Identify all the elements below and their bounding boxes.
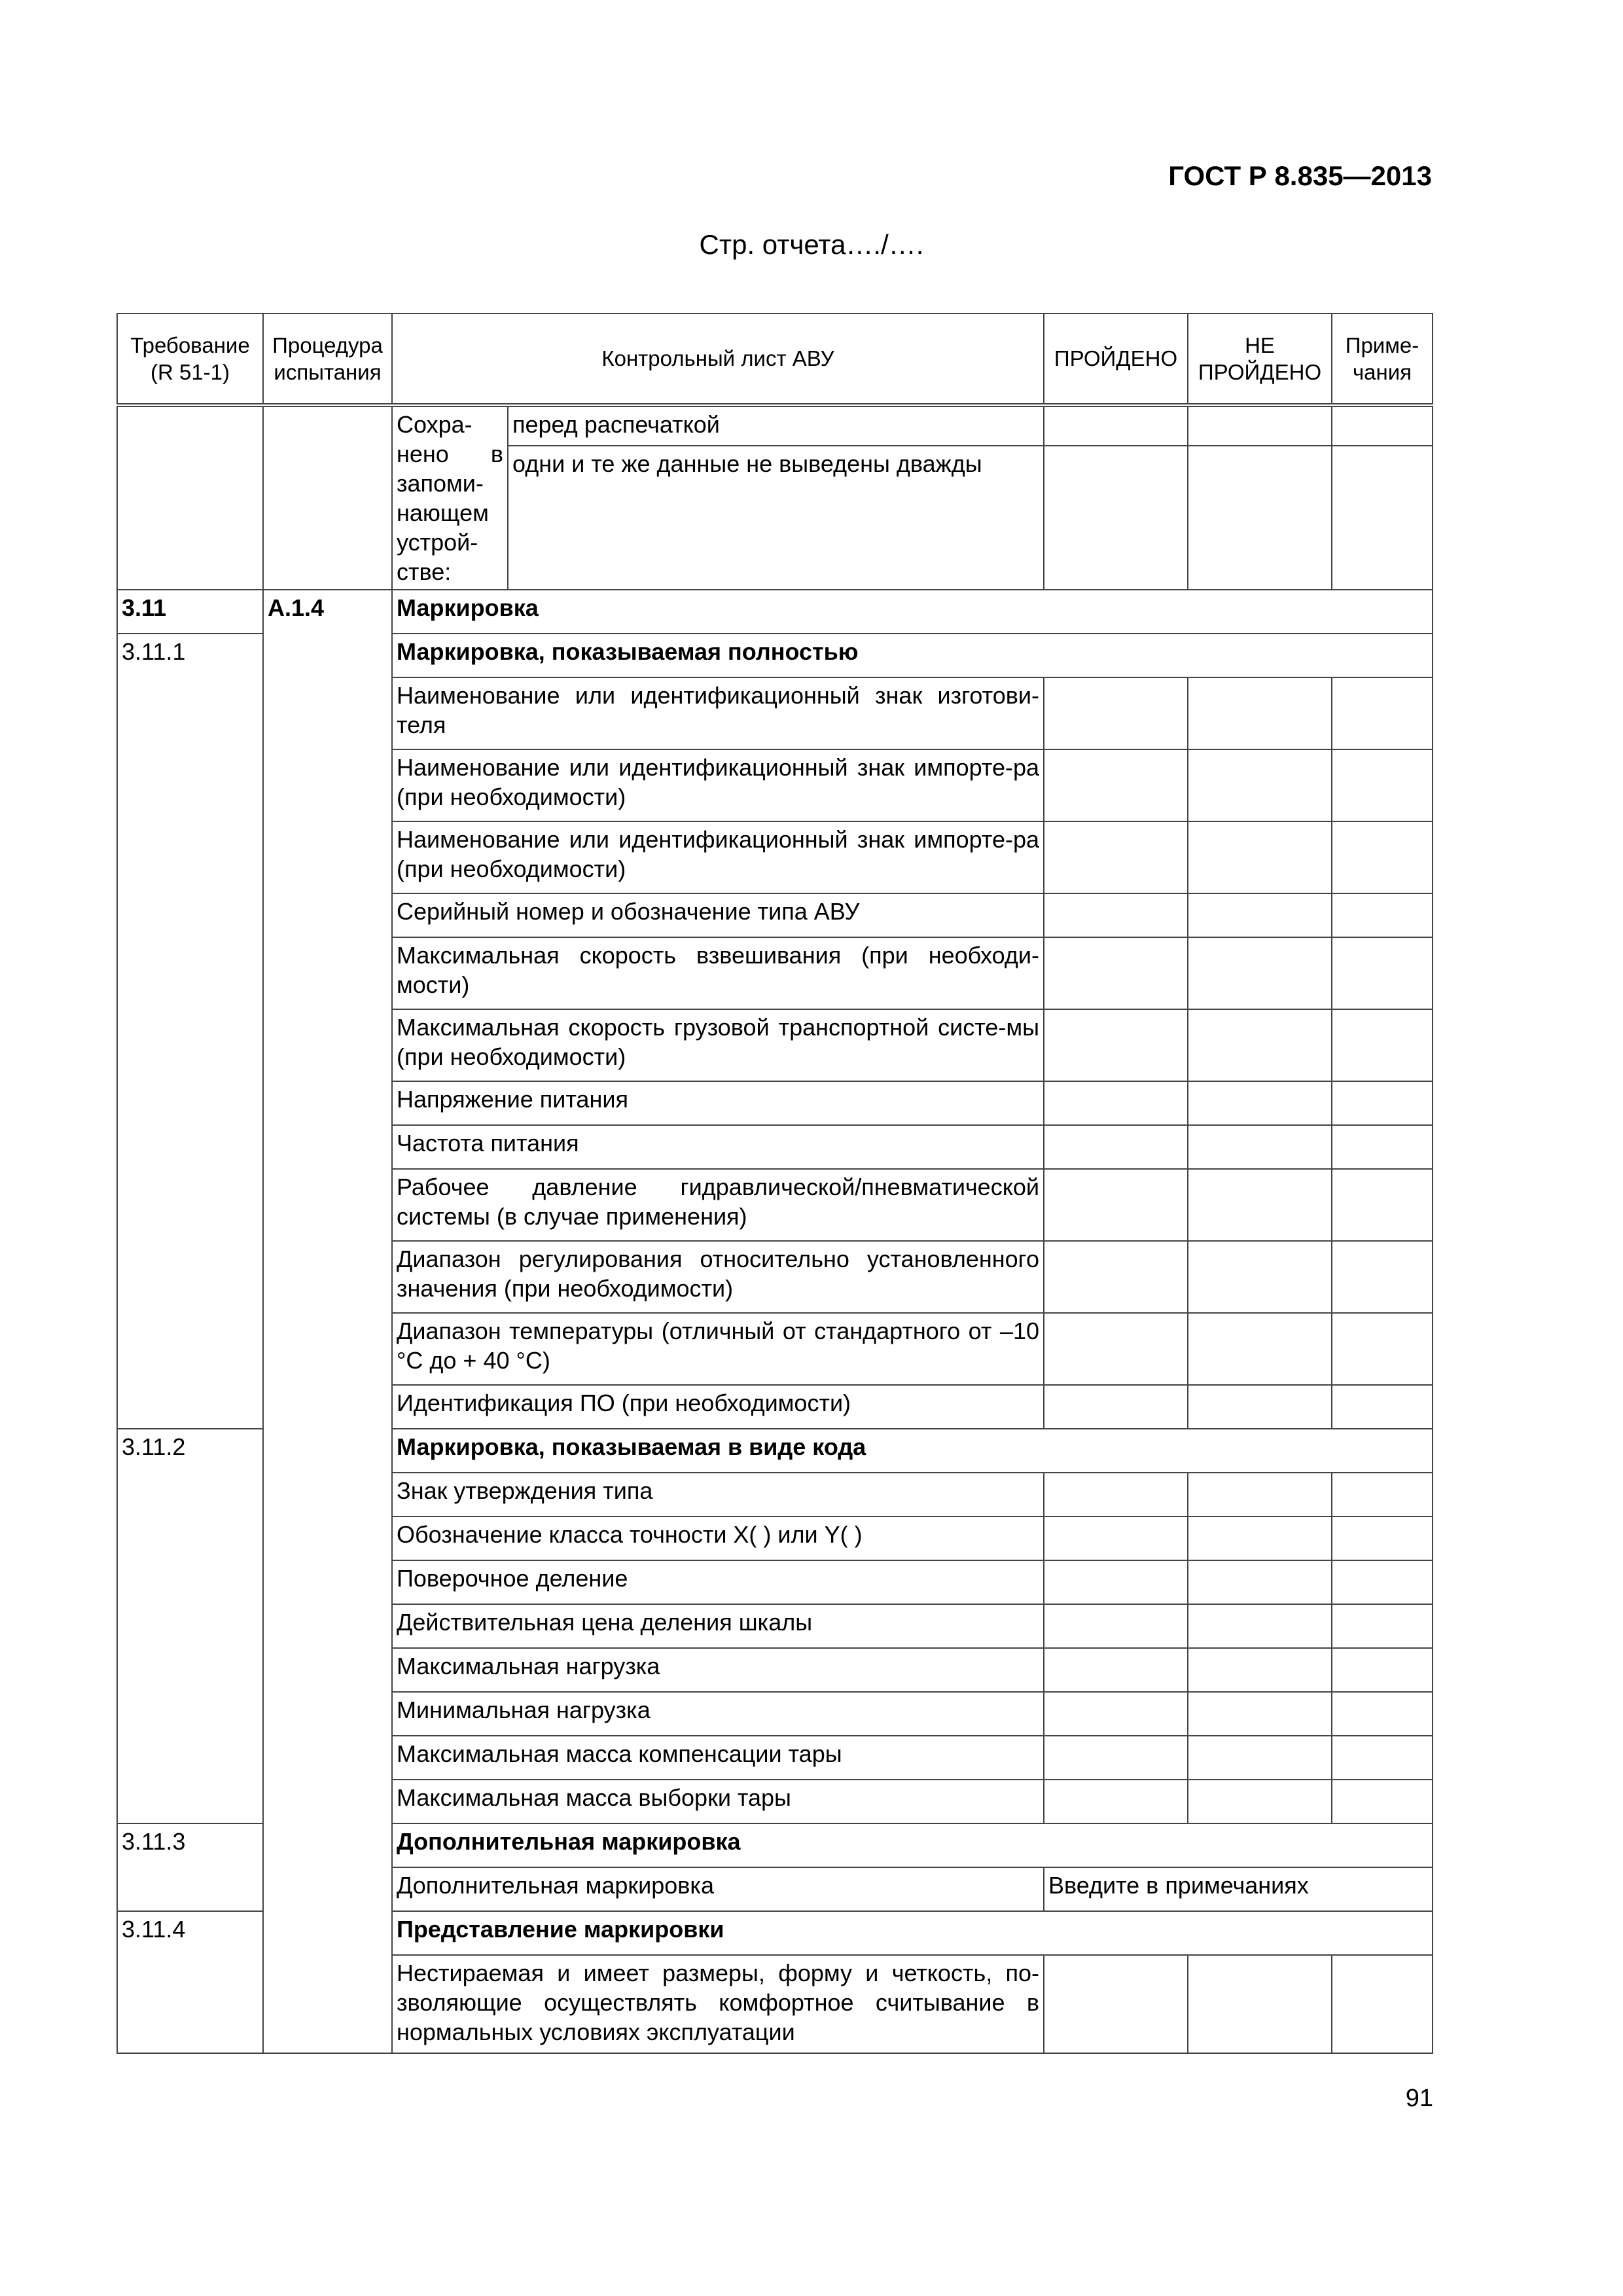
- notes-cell[interactable]: [1332, 893, 1433, 937]
- failed-cell[interactable]: [1188, 1516, 1332, 1560]
- check-item: Минимальная нагрузка: [392, 1692, 1044, 1736]
- failed-cell[interactable]: [1188, 1648, 1332, 1692]
- check-item: Максимальная скорость грузовой транспортной систе-мы (при необходимости): [392, 1009, 1044, 1081]
- notes-cell[interactable]: [1332, 749, 1433, 821]
- check-item: Поверочное деление: [392, 1560, 1044, 1604]
- check-item: Идентификация ПО (при необходимости): [392, 1385, 1044, 1429]
- failed-cell[interactable]: [1188, 1560, 1332, 1604]
- failed-cell[interactable]: [1188, 446, 1332, 590]
- notes-cell[interactable]: [1332, 446, 1433, 590]
- subsection-req: 3.11.2: [117, 1429, 263, 1823]
- failed-cell[interactable]: [1188, 1692, 1332, 1736]
- check-item: Максимальная масса выборки тары: [392, 1780, 1044, 1823]
- subsection-req: 3.11.4: [117, 1911, 263, 2053]
- failed-cell[interactable]: [1188, 749, 1332, 821]
- notes-cell[interactable]: [1332, 1604, 1433, 1648]
- passed-cell[interactable]: [1044, 1604, 1188, 1648]
- passed-cell[interactable]: [1044, 1560, 1188, 1604]
- table-header-row: [117, 314, 1433, 405]
- col-procedure: Процедура испытания: [263, 314, 392, 405]
- subsection-title: Дополнительная маркировка: [392, 1823, 1433, 1867]
- failed-cell[interactable]: [1188, 1313, 1332, 1385]
- notes-cell[interactable]: [1332, 1516, 1433, 1560]
- passed-cell[interactable]: [1044, 1736, 1188, 1780]
- passed-cell[interactable]: [1044, 1955, 1188, 2053]
- passed-cell[interactable]: [1044, 1780, 1188, 1823]
- passed-cell[interactable]: [1044, 937, 1188, 1009]
- notes-cell[interactable]: [1332, 1736, 1433, 1780]
- check-item: Дополнительная маркировка: [392, 1867, 1044, 1911]
- failed-cell[interactable]: [1188, 1241, 1332, 1313]
- check-item: Диапазон температуры (отличный от стандартного от –10 °С до + 40 °С): [392, 1313, 1044, 1385]
- col-checklist: Контрольный лист АВУ: [392, 314, 1044, 405]
- failed-cell[interactable]: [1188, 405, 1332, 446]
- passed-cell[interactable]: [1044, 677, 1188, 749]
- stored-item: одни и те же данные не выведены дважды: [508, 446, 1044, 590]
- failed-cell[interactable]: [1188, 1081, 1332, 1125]
- passed-cell[interactable]: [1044, 749, 1188, 821]
- passed-cell[interactable]: [1044, 821, 1188, 893]
- notes-cell[interactable]: [1332, 1009, 1433, 1081]
- passed-cell[interactable]: [1044, 1516, 1188, 1560]
- notes-cell[interactable]: [1332, 1241, 1433, 1313]
- col-notes: Приме-чания: [1332, 314, 1433, 405]
- passed-cell[interactable]: [1044, 893, 1188, 937]
- col-failed: НЕ ПРОЙДЕНО: [1188, 314, 1332, 405]
- check-item: Наименование или идентификационный знак импорте-ра (при необходимости): [392, 821, 1044, 893]
- page-number: 91: [1405, 2085, 1433, 2112]
- subsection-title: Представление маркировки: [392, 1911, 1433, 1955]
- check-item: Максимальная нагрузка: [392, 1648, 1044, 1692]
- table-row: [117, 405, 1433, 446]
- failed-cell[interactable]: [1188, 1780, 1332, 1823]
- check-item: Обозначение класса точности X( ) или Y( ): [392, 1516, 1044, 1560]
- check-item: Наименование или идентификационный знак импорте-ра (при необходимости): [392, 749, 1044, 821]
- notes-cell[interactable]: [1332, 1313, 1433, 1385]
- passed-cell[interactable]: [1044, 1648, 1188, 1692]
- check-item: Диапазон регулирования относительно установленного значения (при необходимости): [392, 1241, 1044, 1313]
- failed-cell[interactable]: [1188, 1955, 1332, 2053]
- report-page-label: Стр. отчета…./….: [699, 229, 924, 260]
- check-item: Действительная цена деления шкалы: [392, 1604, 1044, 1648]
- failed-cell[interactable]: [1188, 1473, 1332, 1516]
- check-item: Частота питания: [392, 1125, 1044, 1169]
- req-cell: [117, 405, 263, 590]
- passed-cell[interactable]: [1044, 1313, 1188, 1385]
- stored-item: перед распечаткой: [508, 405, 1044, 446]
- passed-cell[interactable]: [1044, 1169, 1188, 1241]
- check-item: Нестираемая и имеет размеры, форму и четкость, по-зволяющие осуществлять комфортное считывание в нормальных условиях эксплуатации: [392, 1955, 1044, 2053]
- passed-cell[interactable]: [1044, 1241, 1188, 1313]
- check-item: Знак утверждения типа: [392, 1473, 1044, 1516]
- passed-cell[interactable]: [1044, 405, 1188, 446]
- failed-cell[interactable]: [1188, 893, 1332, 937]
- notes-cell[interactable]: [1332, 1169, 1433, 1241]
- enter-in-notes: Введите в примечаниях: [1044, 1867, 1433, 1911]
- notes-cell[interactable]: [1332, 937, 1433, 1009]
- failed-cell[interactable]: [1188, 1736, 1332, 1780]
- notes-cell[interactable]: [1332, 1125, 1433, 1169]
- passed-cell[interactable]: [1044, 1125, 1188, 1169]
- notes-cell[interactable]: [1332, 1560, 1433, 1604]
- failed-cell[interactable]: [1188, 1125, 1332, 1169]
- notes-cell[interactable]: [1332, 1955, 1433, 2053]
- check-item: Рабочее давление гидравлической/пневматической системы (в случае применения): [392, 1169, 1044, 1241]
- section-row: [117, 590, 1433, 634]
- col-requirement: Требование (R 51-1): [117, 314, 263, 405]
- stored-label: Сохра-нено в запоми-нающем устрой-стве:: [392, 405, 508, 590]
- section-title: Маркировка: [392, 590, 1433, 634]
- failed-cell[interactable]: [1188, 1009, 1332, 1081]
- passed-cell[interactable]: [1044, 446, 1188, 590]
- notes-cell[interactable]: [1332, 1385, 1433, 1429]
- notes-cell[interactable]: [1332, 1081, 1433, 1125]
- failed-cell[interactable]: [1188, 1604, 1332, 1648]
- notes-cell[interactable]: [1332, 1780, 1433, 1823]
- passed-cell[interactable]: [1044, 1009, 1188, 1081]
- notes-cell[interactable]: [1332, 821, 1433, 893]
- failed-cell[interactable]: [1188, 677, 1332, 749]
- check-item: Максимальная скорость взвешивания (при необходи-мости): [392, 937, 1044, 1009]
- subsection-title: Маркировка, показываемая полностью: [392, 634, 1433, 677]
- failed-cell[interactable]: [1188, 1385, 1332, 1429]
- col-passed: ПРОЙДЕНО: [1044, 314, 1188, 405]
- notes-cell[interactable]: [1332, 1648, 1433, 1692]
- subsection-req: 3.11.3: [117, 1823, 263, 1911]
- document-code: ГОСТ Р 8.835—2013: [1168, 160, 1432, 191]
- check-item: Наименование или идентификационный знак изготови-теля: [392, 677, 1044, 749]
- subsection-title: Маркировка, показываемая в виде кода: [392, 1429, 1433, 1473]
- passed-cell[interactable]: [1044, 1473, 1188, 1516]
- notes-cell[interactable]: [1332, 1473, 1433, 1516]
- failed-cell[interactable]: [1188, 1169, 1332, 1241]
- passed-cell[interactable]: [1044, 1692, 1188, 1736]
- check-item: Серийный номер и обозначение типа АВУ: [392, 893, 1044, 937]
- check-item: Максимальная масса компенсации тары: [392, 1736, 1044, 1780]
- subsection-req: 3.11.1: [117, 634, 263, 1429]
- failed-cell[interactable]: [1188, 937, 1332, 1009]
- section-proc: A.1.4: [263, 590, 392, 2053]
- failed-cell[interactable]: [1188, 821, 1332, 893]
- notes-cell[interactable]: [1332, 677, 1433, 749]
- proc-cell: [263, 405, 392, 590]
- check-item: Напряжение питания: [392, 1081, 1044, 1125]
- notes-cell[interactable]: [1332, 1692, 1433, 1736]
- checklist-table: [116, 313, 1433, 2054]
- passed-cell[interactable]: [1044, 1385, 1188, 1429]
- section-req: 3.11: [117, 590, 263, 634]
- passed-cell[interactable]: [1044, 1081, 1188, 1125]
- notes-cell[interactable]: [1332, 405, 1433, 446]
